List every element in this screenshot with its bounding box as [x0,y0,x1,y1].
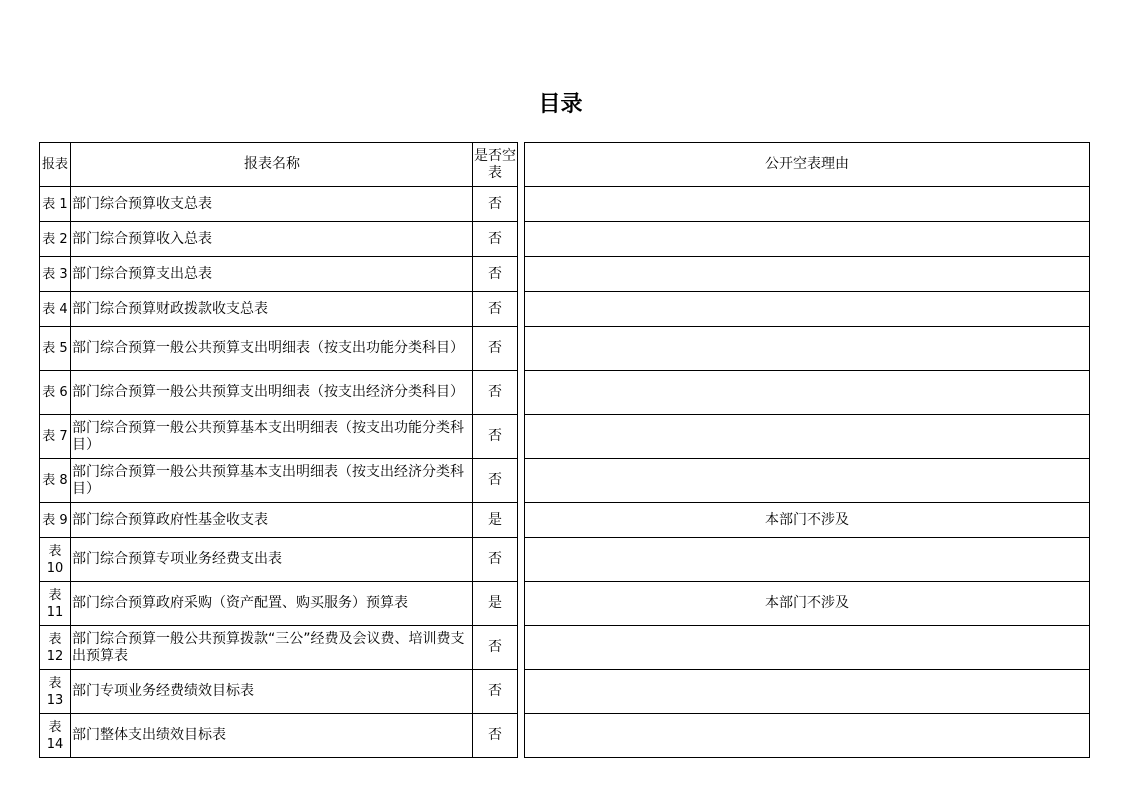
row-empty: 否 [473,626,518,670]
row-name: 部门综合预算收支总表 [71,187,473,222]
row-no: 表 12 [40,626,71,670]
row-no: 表 1 [40,187,71,222]
row-no: 表 4 [40,292,71,327]
row-empty: 是 [473,503,518,538]
row-empty: 否 [473,222,518,257]
row-name: 部门综合预算一般公共预算基本支出明细表（按支出经济分类科目） [71,459,473,503]
column-gap [518,292,525,327]
row-reason [525,327,1090,371]
row-no: 表 7 [40,415,71,459]
table-row [40,626,1090,670]
row-name: 部门综合预算政府性基金收支表 [71,503,473,538]
row-empty: 否 [473,257,518,292]
row-name: 部门专项业务经费绩效目标表 [71,670,473,714]
row-reason [525,371,1090,415]
row-no: 表 10 [40,538,71,582]
row-reason [525,670,1090,714]
row-name: 部门综合预算专项业务经费支出表 [71,538,473,582]
column-gap [518,371,525,415]
row-name: 部门综合预算收入总表 [71,222,473,257]
page-title: 目录 [538,91,583,117]
column-gap [518,415,525,459]
row-name: 部门整体支出绩效目标表 [71,714,473,758]
row-reason [525,459,1090,503]
row-no: 表 6 [40,371,71,415]
row-reason [525,292,1090,327]
column-gap [518,670,525,714]
header-reason: 公开空表理由 [525,143,1090,187]
row-empty: 否 [473,415,518,459]
row-reason [525,257,1090,292]
row-empty: 否 [473,670,518,714]
table-row [40,292,1090,327]
row-empty: 否 [473,327,518,371]
column-gap [518,327,525,371]
table-row [40,222,1090,257]
row-no: 表 11 [40,582,71,626]
table-row [40,327,1090,371]
row-empty: 否 [473,459,518,503]
column-gap [518,459,525,503]
catalog-table [39,142,1090,758]
row-reason: 本部门不涉及 [525,582,1090,626]
row-name: 部门综合预算政府采购（资产配置、购买服务）预算表 [71,582,473,626]
row-name: 部门综合预算一般公共预算基本支出明细表（按支出功能分类科目） [71,415,473,459]
column-gap [518,143,525,187]
header-name: 报表名称 [71,143,473,187]
row-reason [525,538,1090,582]
row-reason: 本部门不涉及 [525,503,1090,538]
row-no: 表 14 [40,714,71,758]
row-empty: 否 [473,371,518,415]
row-name: 部门综合预算一般公共预算拨款“三公”经费及会议费、培训费支出预算表 [71,626,473,670]
column-gap [518,187,525,222]
row-no: 表 13 [40,670,71,714]
row-name: 部门综合预算一般公共预算支出明细表（按支出功能分类科目） [71,327,473,371]
row-no: 表 5 [40,327,71,371]
column-gap [518,626,525,670]
row-reason [525,415,1090,459]
table-row [40,503,1090,538]
row-name: 部门综合预算财政拨款收支总表 [71,292,473,327]
column-gap [518,582,525,626]
header-no: 报表 [40,143,71,187]
column-gap [518,538,525,582]
table-header-row [40,143,1090,187]
header-empty: 是否空表 [473,143,518,187]
table-row [40,714,1090,758]
row-name: 部门综合预算一般公共预算支出明细表（按支出经济分类科目） [71,371,473,415]
row-no: 表 8 [40,459,71,503]
row-reason [525,222,1090,257]
row-reason [525,187,1090,222]
row-empty: 否 [473,187,518,222]
column-gap [518,503,525,538]
table-row [40,257,1090,292]
column-gap [518,714,525,758]
table-row [40,459,1090,503]
table-row [40,187,1090,222]
table-row [40,670,1090,714]
table-row [40,538,1090,582]
row-empty: 否 [473,292,518,327]
table-row [40,371,1090,415]
row-reason [525,714,1090,758]
row-name: 部门综合预算支出总表 [71,257,473,292]
row-reason [525,626,1090,670]
row-empty: 否 [473,714,518,758]
table-row [40,415,1090,459]
column-gap [518,222,525,257]
row-empty: 否 [473,538,518,582]
row-no: 表 2 [40,222,71,257]
row-no: 表 9 [40,503,71,538]
table-row [40,582,1090,626]
column-gap [518,257,525,292]
row-empty: 是 [473,582,518,626]
row-no: 表 3 [40,257,71,292]
